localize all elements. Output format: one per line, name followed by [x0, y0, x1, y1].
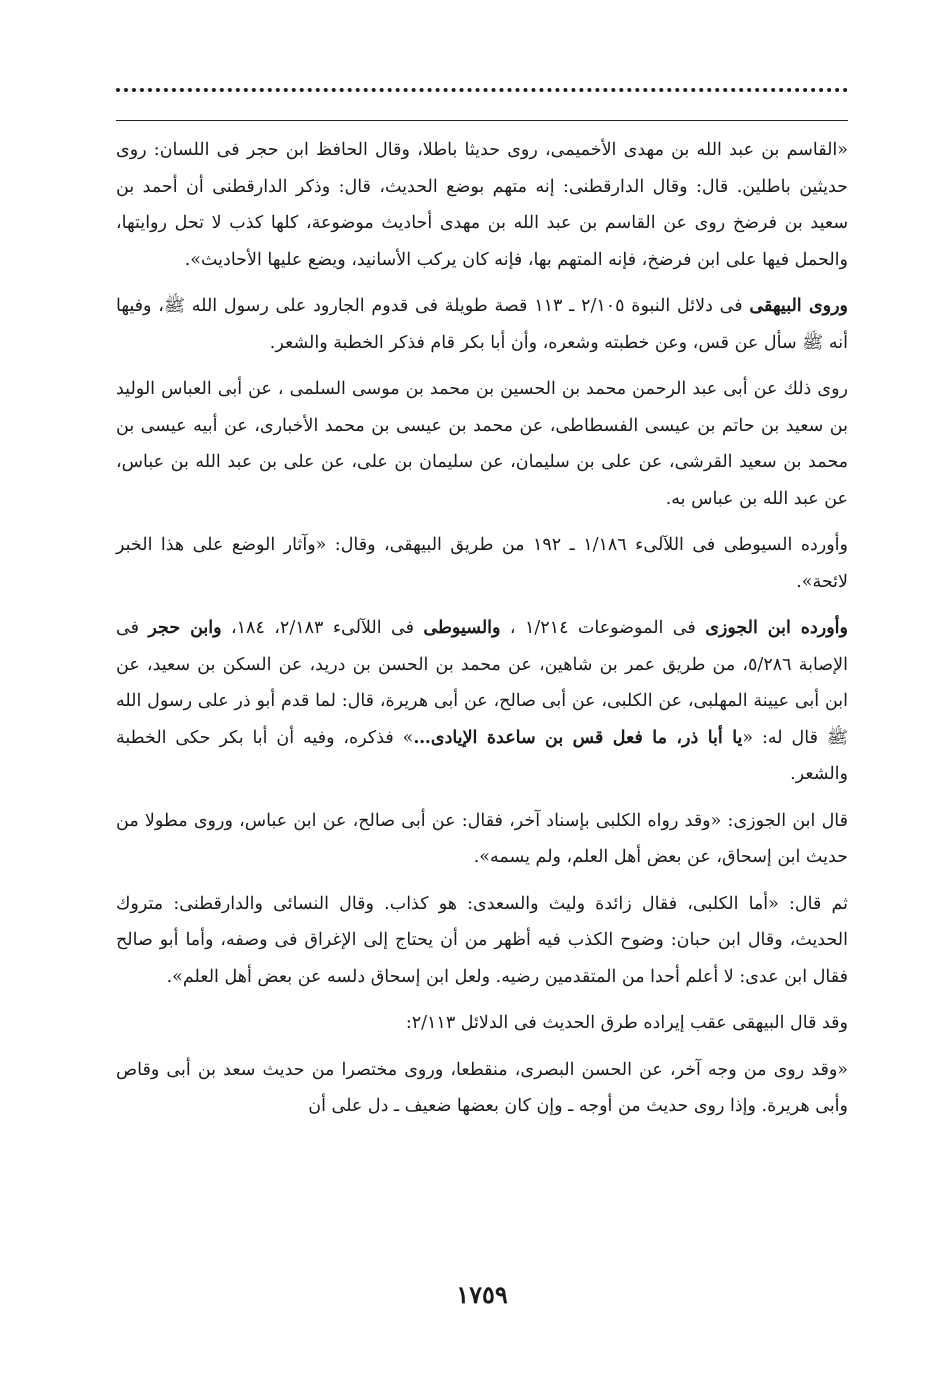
text-run: فى الإصابة ٥/٢٨٦، من طريق عمر بن شاهين، عن محمد بن الحسن بن دريد، عن السكن بن سعيد، عن ابن أبى عيينة المهلبى، عن الكلبى، عن أبى صالح، عن أبى هريرة، قال: لما قدم أبو ذر على رسول الله ﷺ قال له: «: [116, 618, 848, 748]
paragraph: [116, 1005, 848, 1042]
page-number: ١٧٥٩: [456, 1280, 508, 1309]
text-run: ثم قال: «أما الكلبى، فقال زائدة وليث والسعدى: هو كذاب. وقال النسائى والدارقطنى: متروك الحديث، وقال ابن حبان: وضوح الكذب فيه أظهر من أن يحتاج إلى الإغراق فى وصفه، وأما أبو صالح فقال ابن عدى: لا أعلم أحدا من المتقدمين رضيه. ولعل ابن إسحاق دلسه عن بعض أهل العلم».: [116, 893, 848, 987]
header-rule: [116, 120, 848, 121]
bold-text-run: يا أبا ذر، ما فعل قس بن ساعدة الإيادى…: [413, 727, 743, 748]
text-run: «القاسم بن عبد الله بن مهدى الأخميمى، روى حديثا باطلا، وقال الحافظ ابن حجر فى اللسان: روى حديثين باطلين. قال: وقال الدارقطنى: إنه متهم بوضع الحديث، قال: وذكر الدارقطنى أن أحمد بن سعيد بن فرضخ روى عن القاسم بن عبد الله بن مهدى أحاديث موضوعة، كلها كذب لا تحل روايتها، والحمل فيها على ابن فرضخ، فإنه المتهم بها، فإنه كان يركب الأسانيد، ويضع عليها الأحاديث».: [116, 140, 848, 270]
bold-text-run: وروى البيهقى: [749, 296, 849, 316]
text-run: وقد قال البيهقى عقب إيراده طرق الحديث فى الدلائل ٢/١١٣:: [405, 1013, 848, 1033]
text-run: فى دلائل النبوة ٢/١٠٥ ـ ١١٣ قصة طويلة فى قدوم الجارود على رسول الله ﷺ، وفيها أنه ﷺ سأل عن قس، وعن خطبته وشعره، وأن أبا بكر قام فذكر الخطبة والشعر.: [116, 296, 848, 353]
text-run: فى اللآلىء ٢/١٨٣، ١٨٤،: [221, 618, 424, 638]
paragraph: [116, 886, 848, 996]
paragraph: [116, 610, 848, 793]
text-run: روى ذلك عن أبى عبد الرحمن محمد بن الحسين بن محمد بن موسى السلمى ، عن أبى العباس الوليد بن سعيد بن حاتم بن عيسى الفسطاطى، عن محمد بن عيسى بن محمد الأخبارى، عن أبيه عيسى بن محمد بن سعيد القرشى، عن على بن سليمان، عن سليمان بن على، عن على بن عبد الله بن عباس، عن عبد الله بن عباس به.: [116, 379, 848, 509]
bold-text-run: وابن حجر: [148, 618, 222, 638]
text-run: فى الموضوعات ١/٢١٤ ،: [500, 618, 706, 638]
book-page: [116, 84, 848, 1334]
page-body-text: [116, 132, 848, 1135]
text-run: «وقد روى من وجه آخر، عن الحسن البصرى، منقطعا، وروى مختصرا من حديث سعد بن أبى وقاص وأبى هريرة. وإذا روى حديث من أوجه ـ وإن كان بعضها ضعيف ـ دل على أن: [116, 1059, 848, 1116]
header-dotted-rule: [116, 88, 848, 102]
text-run: قال ابن الجوزى: «وقد رواه الكلبى بإسناد آخر، فقال: عن أبى صالح، عن ابن عباس، وروى مطولا من حديث ابن إسحاق، عن بعض أهل العلم، ولم يسمه».: [116, 810, 848, 867]
paragraph: [116, 1052, 848, 1125]
text-run: وأورده السيوطى فى اللآلىء ١/١٨٦ ـ ١٩٢ من طريق البيهقى، وقال: «وآثار الوضع على هذا الخبر لائحة».: [116, 535, 848, 592]
paragraph: [116, 132, 848, 278]
paragraph: [116, 803, 848, 876]
paragraph: [116, 371, 848, 517]
paragraph: [116, 288, 848, 361]
bold-text-run: وأورده ابن الجوزى: [705, 618, 848, 638]
paragraph: [116, 527, 848, 600]
bold-text-run: والسيوطى: [423, 618, 501, 638]
text-run: » فذكره، وفيه أن أبا بكر حكى الخطبة والشعر.: [116, 727, 848, 784]
